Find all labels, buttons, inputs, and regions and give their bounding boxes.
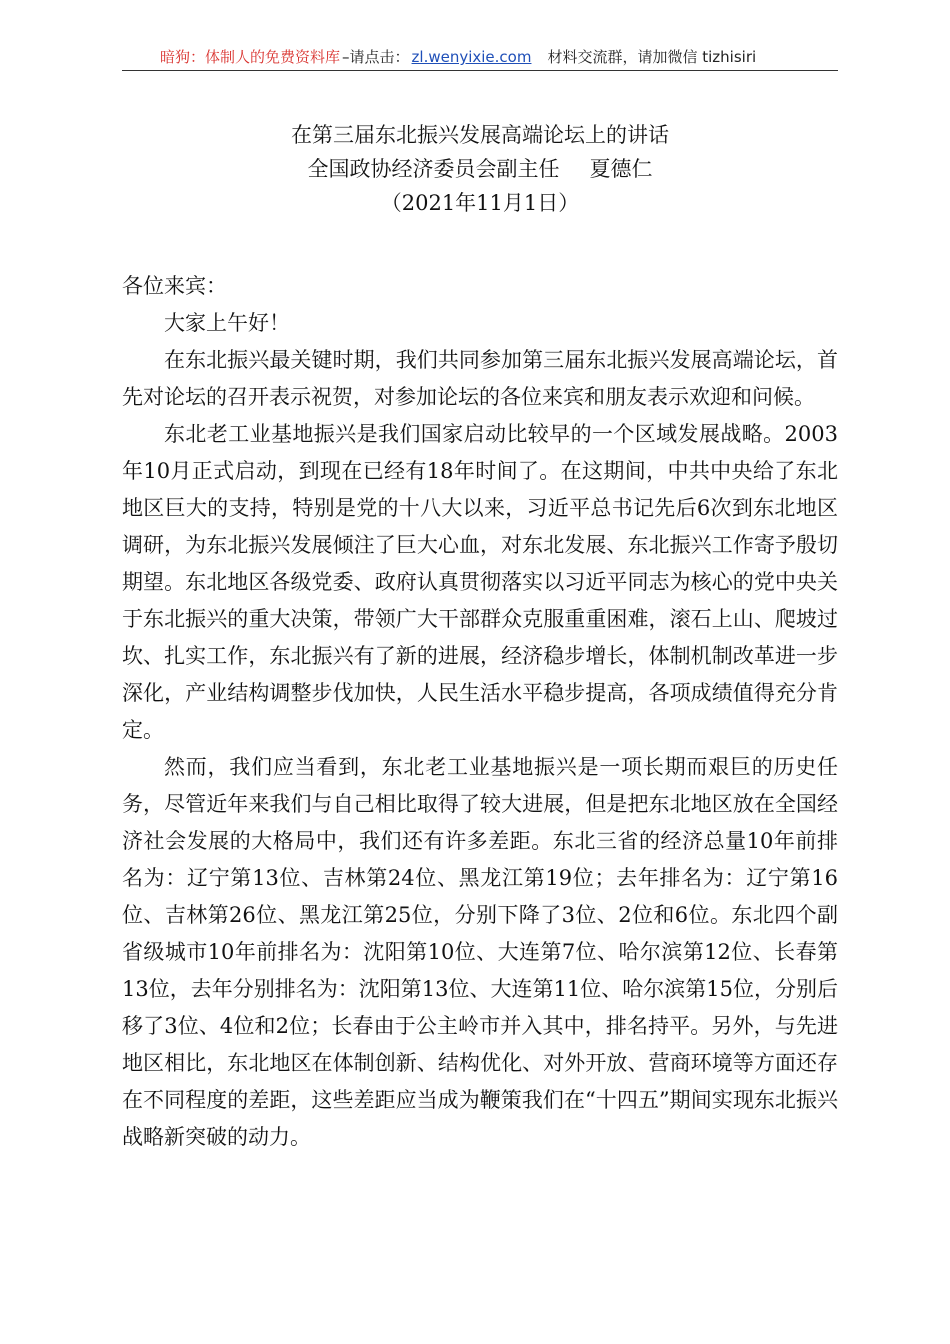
salutation: 各位来宾： (122, 274, 227, 298)
header-prompt: –请点击： (342, 48, 410, 66)
speaker-line (122, 152, 838, 186)
paragraph-gaps: 然而，我们应当看到，东北老工业基地振兴是一项长期而艰巨的历史任务，尽管近年来我们与自己相比取得了较大进展，但是把东北地区放在全国经济社会发展的大格局中，我们还有许多差距。东北三省的经济总量10年前排名为：辽宁第13位、吉林第24位、黑龙江第19位；去年排名为：辽宁第16位、吉林第26位、黑龙江第25位，分别下降了3位、2位和6位。东北四个副省级城市10年前排名为：沈阳第10位、大连第7位、哈尔滨第12位、长春第13位，去年分别排名为：沈阳第13位、大连第11位、哈尔滨第15位，分别后移了3位、4位和2位；长春由于公主岭市并入其中，排名持平。另外，与先进地区相比，东北地区在体制创新、结构优化、对外开放、营商环境等方面还存在不同程度的差距，这些差距应当成为鞭策我们在“十四五”期间实现东北振兴战略新突破的动力。 (122, 755, 838, 1149)
header-contact: 材料交流群，请加微信 tizhisiri (547, 48, 757, 66)
speaker-name: 夏德仁 (589, 157, 653, 181)
document-title: 在第三届东北振兴发展高端论坛上的讲话 (291, 123, 669, 147)
header-divider (122, 70, 838, 71)
speech-date: （2021年11月1日） (380, 191, 580, 215)
title-block (122, 118, 838, 220)
header-link[interactable]: zl.wenyixie.com (411, 48, 532, 66)
paragraph-greeting: 大家上午好！ (164, 311, 290, 335)
paragraph-progress: 东北老工业基地振兴是我们国家启动比较早的一个区域发展战略。2003年10月正式启动，到现在已经有18年时间了。在这期间，中共中央给了东北地区巨大的支持，特别是党的十八大以来，习近平总书记先后6次到东北地区调研，为东北振兴发展倾注了巨大心血，对东北发展、东北振兴工作寄予殷切期望。东北地区各级党委、政府认真贯彻落实以习近平同志为核心的党中央关于东北振兴的重大决策，带领广大干部群众克服重重困难，滚石上山、爬坡过坎、扎实工作，东北振兴有了新的进展，经济稳步增长，体制机制改革进一步深化，产业结构调整步伐加快，人民生活水平稳步提高，各项成绩值得充分肯定。 (122, 422, 838, 742)
speaker-role: 全国政协经济委员会副主任 (307, 157, 560, 181)
document-body (122, 268, 838, 1156)
page-header (122, 46, 838, 70)
header-brand: 暗狗：体制人的免费资料库 (160, 48, 341, 66)
paragraph-welcome: 在东北振兴最关键时期，我们共同参加第三届东北振兴发展高端论坛，首先对论坛的召开表示祝贺，对参加论坛的各位来宾和朋友表示欢迎和问候。 (122, 348, 838, 409)
